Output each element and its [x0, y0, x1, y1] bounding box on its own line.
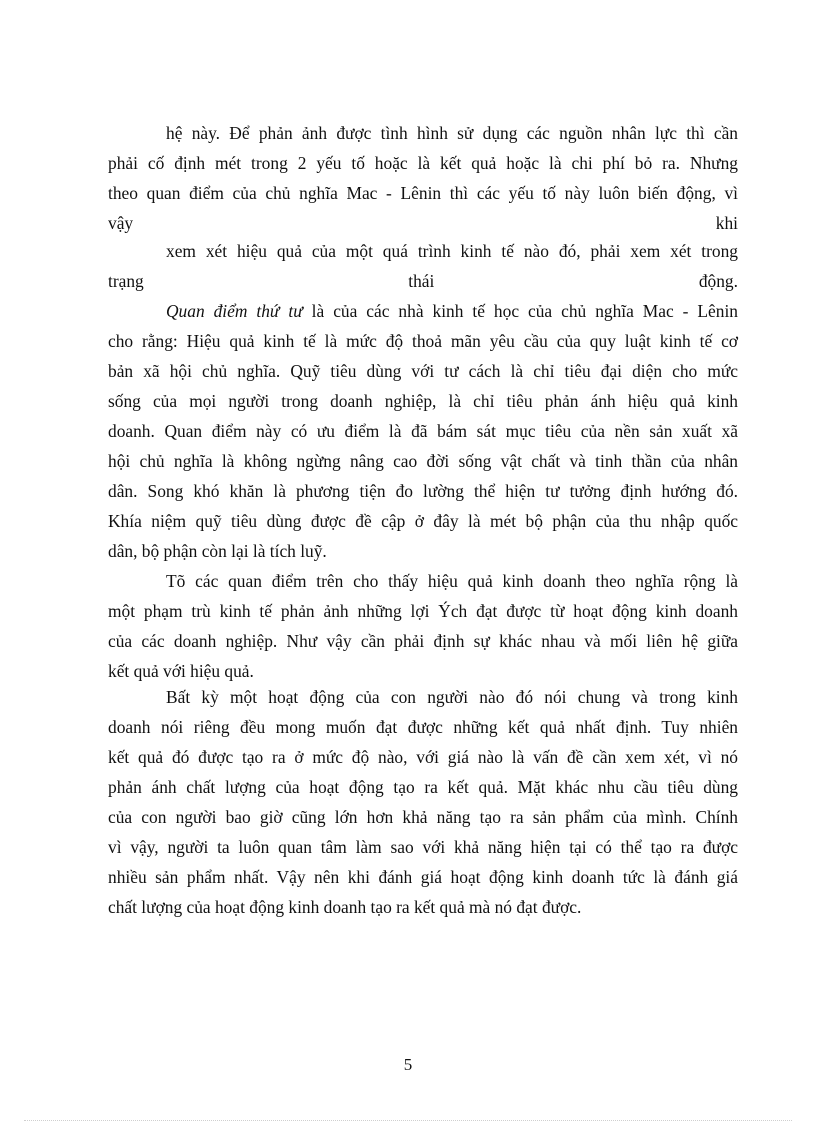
paragraph-line: Tõ các quan điểm trên cho thấy hiệu quả kinh doanh theo nghĩa rộng là — [166, 571, 738, 591]
spread-word-right: khi — [715, 213, 738, 233]
paragraph-continuation — [108, 118, 738, 238]
paragraph-line: một phạm trù kinh tế phản ảnh những lợi Ých đạt được từ hoạt động kinh doanh — [108, 601, 738, 621]
paragraph-line: xem xét hiệu quả của một quá trình kinh tế nào đó, phải xem xét trong — [166, 241, 738, 261]
paragraph-line: kết quả đó được tạo ra ở mức độ nào, với giá nào là vấn đề cần xem xét, vì nó — [108, 747, 738, 767]
paragraph-results — [108, 682, 738, 922]
italic-lead: Quan điểm thứ tư — [166, 301, 303, 321]
paragraph-fragment — [108, 236, 738, 266]
paragraph-line: dân. Song khó khăn là phương tiện đo lường thể hiện tư tưởng định hướng đó. — [108, 481, 738, 501]
paragraph-line: của các doanh nghiệp. Như vậy cần phải định sự khác nhau và mối liên hệ giữa — [108, 631, 738, 651]
paragraph-line: phải cố định mét trong 2 yếu tố hoặc là kết quả hoặc là chi phí bỏ ra. Nhưng — [108, 153, 738, 173]
paragraph-line-spread — [108, 208, 738, 238]
paragraph-line: phản ánh chất lượng của hoạt động tạo ra kết quả. Mặt khác nhu cầu tiêu dùng — [108, 777, 738, 797]
paragraph-line: nhiều sản phẩm nhất. Vậy nên khi đánh giá hoạt động kinh doanh tức là đánh giá — [108, 867, 738, 887]
paragraph-line: Bất kỳ một hoạt động của con người nào đó nói chung và trong kinh — [166, 687, 738, 707]
lead-rest: là của các nhà kinh tế học của chủ nghĩa Mac - Lênin — [302, 301, 738, 321]
paragraph-line: theo quan điểm của chủ nghĩa Mac - Lênin thì các yếu tố này luôn biến động, vì — [108, 183, 738, 203]
paragraph-line: chất lượng của hoạt động kinh doanh tạo ra kết quả mà nó đạt được. — [108, 897, 582, 917]
paragraph-line: dân, bộ phận còn lại là tích luỹ. — [108, 541, 327, 561]
spread-word-middle: thái — [408, 271, 435, 291]
paragraph-line: Khía niệm quỹ tiêu dùng được đề cập ở đây là mét bộ phận của thu nhập quốc — [108, 511, 738, 531]
paragraph-line: cho rằng: Hiệu quả kinh tế là mức độ thoả mãn yêu cầu của quy luật kinh tế cơ — [108, 331, 738, 351]
page-number: 5 — [403, 1055, 413, 1074]
paragraph-line: hội chủ nghĩa là không ngừng nâng cao đời sống vật chất và tinh thần của nhân — [108, 451, 738, 471]
paragraph-line: của con người bao giờ cũng lớn hơn khả năng tạo ra sản phẩm của mình. Chính — [108, 807, 738, 827]
paragraph-line-spread — [108, 266, 738, 296]
spread-word-right: động. — [698, 271, 738, 291]
spread-word-left: vậy — [108, 213, 134, 233]
paragraph-line: vì vậy, người ta luôn quan tâm làm sao với khả năng hiện tại có thể tạo ra được — [108, 837, 738, 857]
spread-word-left: trạng — [108, 271, 144, 291]
paragraph-fourth-viewpoint — [108, 266, 738, 566]
paragraph-line: bản xã hội chủ nghĩa. Quỹ tiêu dùng với tư cách là chỉ tiêu đại diện cho mức — [108, 361, 738, 381]
paragraph-line: kết quả với hiệu quả. — [108, 661, 254, 681]
paragraph-line — [108, 296, 738, 326]
paragraph-line: sống của mọi người trong doanh nghiệp, là chỉ tiêu phản ánh hiệu quả kinh — [108, 391, 738, 411]
paragraph-line: hệ này. Để phản ảnh được tình hình sử dụng các nguồn nhân lực thì cần — [166, 123, 738, 143]
paragraph-line: doanh nói riêng đều mong muốn đạt được những kết quả nhất định. Tuy nhiên — [108, 717, 738, 737]
page-bottom-divider — [24, 1120, 792, 1121]
paragraph-line: doanh. Quan điểm này có ưu điểm là đã bám sát mục tiêu của nền sản xuất xã — [108, 421, 738, 441]
paragraph-summary — [108, 566, 738, 686]
